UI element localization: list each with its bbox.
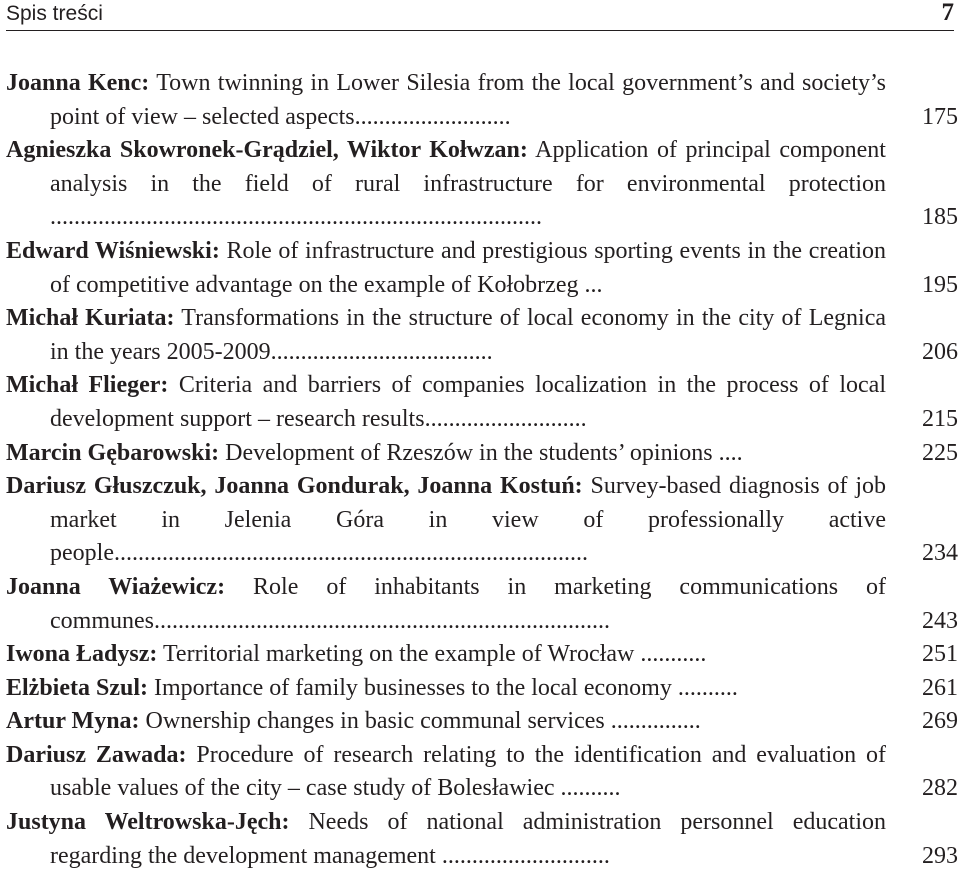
leader-dots: .......... bbox=[554, 775, 621, 802]
toc-entry-title: Territorial marketing on the example of Wrocław bbox=[162, 641, 635, 668]
toc-entry-author: Justyna Weltrowska-Jęch: bbox=[6, 809, 290, 836]
leader-dots: ............................ bbox=[435, 842, 610, 869]
toc-entry[interactable] bbox=[6, 470, 958, 571]
toc-entry-author: Edward Wiśniewski: bbox=[6, 237, 220, 264]
toc-entry[interactable] bbox=[6, 302, 958, 369]
toc-entry-author: Iwona Ładysz: bbox=[6, 641, 158, 668]
toc-entry-page: 206 bbox=[922, 338, 958, 365]
leader-dots: .... bbox=[712, 439, 743, 466]
toc-entry-page: 215 bbox=[922, 405, 958, 432]
leader-dots: ............................................................................ bbox=[153, 607, 610, 634]
toc-entry-author: Michał Kuriata: bbox=[6, 305, 175, 332]
running-header bbox=[6, 0, 954, 31]
toc-entry-title: Survey-based diagnosis of job market in Jelenia Góra in view of professionally active people bbox=[50, 473, 886, 567]
toc-entry-page: 175 bbox=[922, 103, 958, 130]
toc-entry-title: Role of infrastructure and prestigious sporting events in the creation of competitive advantage on the example of Kołobrzeg bbox=[50, 237, 886, 298]
toc-entry-author: Joanna Kenc: bbox=[6, 70, 150, 96]
toc-entry-author: Michał Flieger: bbox=[6, 372, 169, 399]
leader-dots: .......... bbox=[671, 674, 738, 701]
toc-entry-title: Ownership changes in basic communal services bbox=[145, 708, 605, 735]
toc-entry-page: 195 bbox=[922, 271, 958, 298]
toc-entry-author: Marcin Gębarowski: bbox=[6, 439, 220, 466]
toc-entry-title: Criteria and barriers of companies localization in the process of local development support – research results bbox=[50, 372, 887, 432]
toc-entry-author: Agnieszka Skowronek-Grądziel, Wiktor Kołwzan: bbox=[6, 137, 528, 164]
toc-entry-author: Dariusz Zawada: bbox=[6, 741, 187, 768]
leader-dots: ..................................... bbox=[270, 338, 493, 365]
leader-dots: ............... bbox=[604, 708, 701, 735]
toc-entry-page: 225 bbox=[922, 439, 958, 466]
toc-entry[interactable] bbox=[6, 739, 958, 806]
toc-entry[interactable] bbox=[6, 705, 958, 739]
toc-entry-author: Elżbieta Szul: bbox=[6, 674, 148, 701]
toc-entry-author: Dariusz Głuszczuk, Joanna Gondurak, Joanna Kostuń: bbox=[6, 473, 583, 500]
toc-entry-page: 261 bbox=[922, 674, 958, 701]
leader-dots: .......................... bbox=[354, 103, 511, 130]
toc-entry[interactable] bbox=[6, 672, 958, 706]
leader-dots: ... bbox=[578, 271, 603, 298]
toc-entry-title: Development of Rzeszów in the students’ opinions bbox=[225, 439, 713, 466]
toc-entry-title: Needs of national administration personnel education regarding the development management bbox=[50, 809, 886, 869]
toc-entry[interactable] bbox=[6, 437, 958, 471]
toc-entry-title: Town twinning in Lower Silesia from the local government’s and society’s point of view – selected aspects bbox=[50, 70, 886, 130]
toc-entry-title: Procedure of research relating to the identification and evaluation of usable values of the city – case study of Bolesławiec bbox=[50, 741, 886, 802]
toc-entry[interactable] bbox=[6, 806, 958, 873]
toc-entry[interactable] bbox=[6, 134, 958, 235]
toc-entry-author: Joanna Wiażewicz: bbox=[6, 573, 226, 600]
toc-entry-page: 243 bbox=[922, 607, 958, 634]
leader-dots: ........... bbox=[634, 641, 707, 668]
leader-dots: ............................................................................... bbox=[113, 540, 588, 567]
toc-entry[interactable] bbox=[6, 67, 958, 134]
toc-entry[interactable] bbox=[6, 638, 958, 672]
toc-entry[interactable] bbox=[6, 571, 958, 638]
toc-entry-page: 185 bbox=[922, 204, 958, 231]
toc-entry-page: 269 bbox=[922, 708, 958, 735]
toc-entry[interactable] bbox=[6, 369, 958, 436]
leader-dots: .................................................................................. bbox=[50, 204, 542, 231]
running-header-title: Spis treści bbox=[6, 2, 103, 25]
toc-entry-title: Role of inhabitants in marketing communications of communes bbox=[50, 573, 887, 634]
toc-entry-title: Application of principal component analysis in the field of rural infrastructure for environmental protection bbox=[50, 137, 886, 197]
toc-entry-page: 251 bbox=[922, 641, 958, 668]
table-of-contents bbox=[6, 67, 958, 873]
toc-entry-title: Transformations in the structure of local economy in the city of Legnica in the years 2005-2009 bbox=[50, 305, 887, 365]
toc-entry-title: Importance of family businesses to the local economy bbox=[154, 674, 672, 701]
leader-dots: ........................... bbox=[424, 405, 587, 432]
toc-entry[interactable] bbox=[6, 235, 958, 302]
toc-entry-author: Artur Myna: bbox=[6, 708, 140, 735]
running-header-page-number: 7 bbox=[941, 0, 954, 26]
toc-entry-page: 293 bbox=[922, 842, 958, 869]
toc-entry-page: 234 bbox=[922, 540, 958, 567]
toc-entry-page: 282 bbox=[922, 775, 958, 802]
